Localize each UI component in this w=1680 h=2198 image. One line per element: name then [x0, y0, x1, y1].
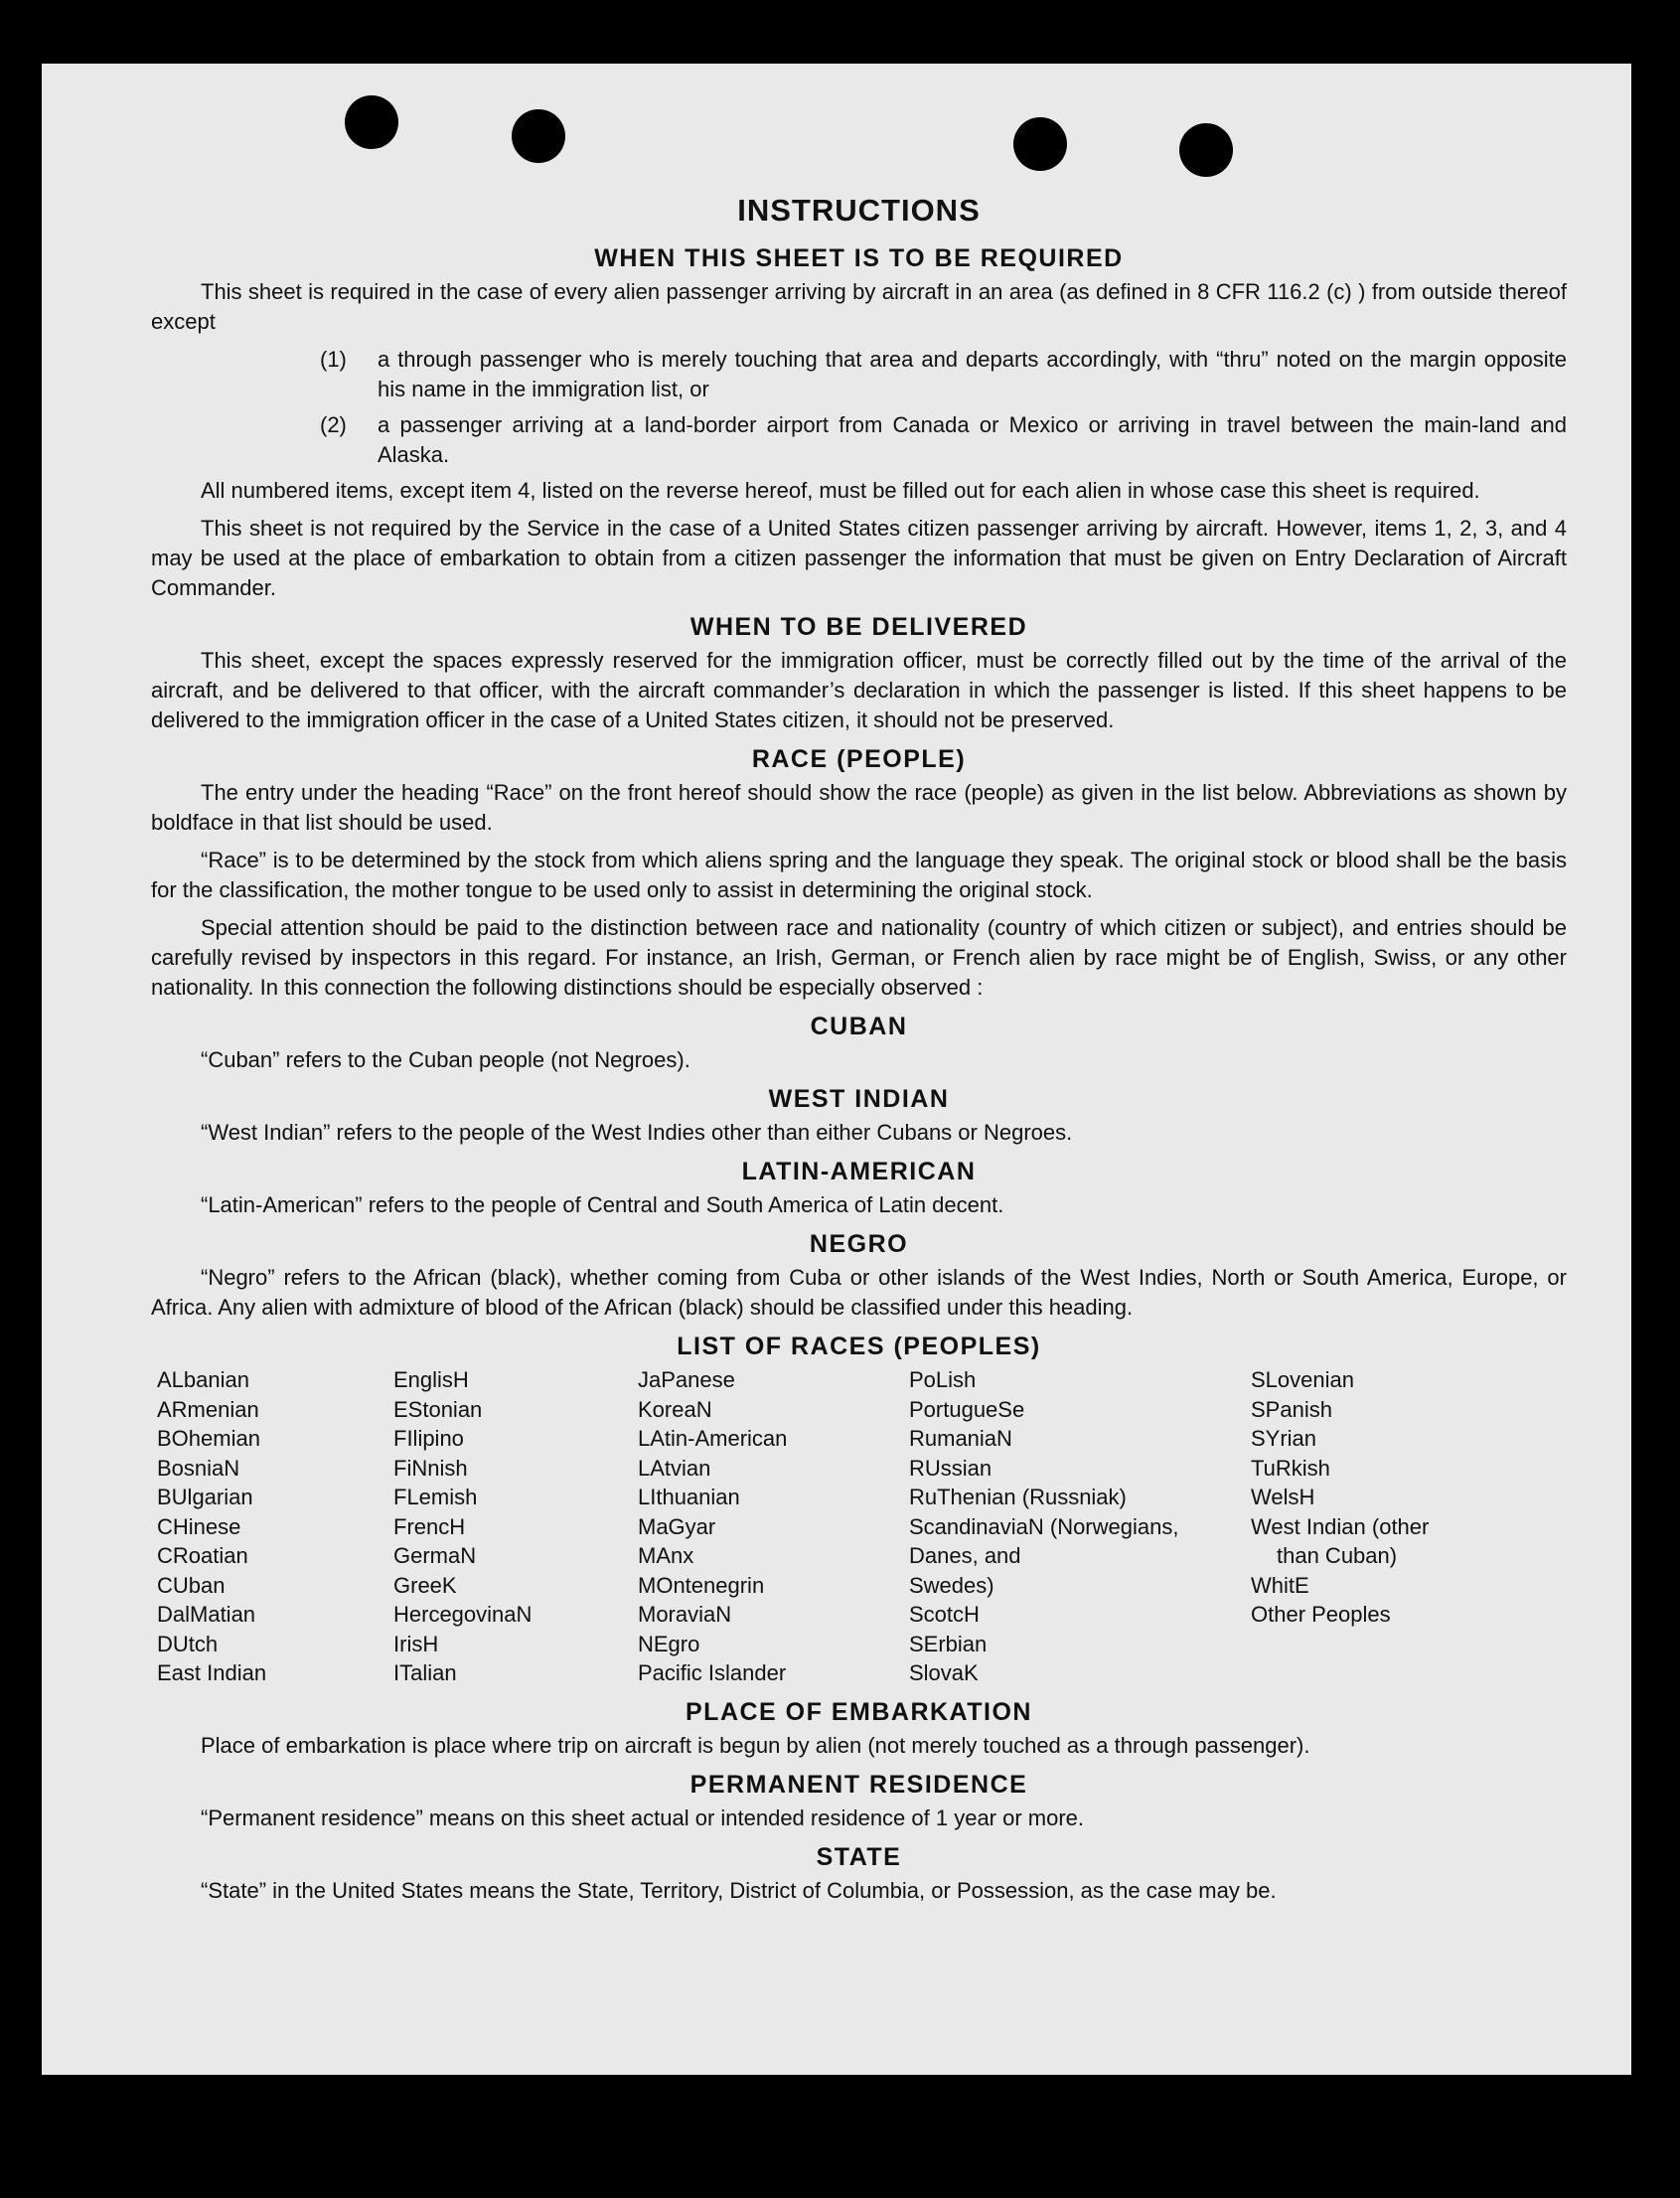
race-entry: West Indian (other — [1251, 1513, 1430, 1539]
exception-text: a passenger arriving at a land-border airport from Canada or Mexico or arriving in travel between the main-land and Alaska. — [378, 412, 1567, 467]
heading-list-of-races: LIST OF RACES (PEOPLES) — [677, 1333, 1041, 1360]
exception-item — [151, 345, 1567, 404]
paragraph: “Negro” refers to the African (black), whether coming from Cuba or other islands of the West Indies, North or South America, Europe, or Africa. Any alien with admixture of blood of the African (black) should be classified under this heading. — [151, 1265, 1567, 1320]
paragraph: This sheet is required in the case of every alien passenger arriving by aircraft in an area (as defined in 8 CFR 116.2 (c) ) from outside thereof except — [151, 279, 1567, 334]
race-entry: Pacific Islander — [638, 1660, 787, 1685]
race-entry: NEgro — [638, 1631, 700, 1656]
paragraph: “Race” is to be determined by the stock from which aliens spring and the language they speak. The original stock or blood shall be the basis for the classification, the mother tongue to be used only to assist in determining the original stock. — [151, 848, 1567, 902]
race-entry: than Cuban) — [1277, 1543, 1398, 1568]
paragraph: The entry under the heading “Race” on the front hereof should show the race (people) as given in the list below. Abbreviations as shown by boldface in that list should be used. — [151, 780, 1567, 835]
race-entry: JaPanese — [638, 1367, 735, 1392]
race-entry: MAnx — [638, 1543, 694, 1568]
race-entry: GermaN — [393, 1543, 477, 1568]
races-column — [638, 1365, 909, 1688]
race-entry: FLemish — [393, 1485, 478, 1509]
heading-negro: NEGRO — [809, 1230, 909, 1258]
paragraph: “Permanent residence” means on this sheet actual or intended residence of 1 year or more. — [201, 1805, 1085, 1830]
punch-hole — [345, 95, 398, 149]
race-entry: HercegovinaN — [393, 1602, 533, 1627]
race-entry: Danes, and — [909, 1543, 1021, 1568]
race-entry: ScandinaviaN (Norwegians, — [909, 1513, 1179, 1539]
race-entry: GreeK — [393, 1572, 457, 1598]
race-entry: ALbanian — [157, 1367, 249, 1392]
race-entry: RumaniaN — [909, 1426, 1012, 1451]
exception-item — [151, 410, 1567, 470]
race-entry: TuRkish — [1251, 1455, 1330, 1481]
race-entry: SlovaK — [909, 1660, 979, 1685]
exception-number: (2) — [320, 412, 347, 437]
document-sheet — [42, 64, 1631, 2075]
heading-state: STATE — [816, 1842, 902, 1871]
paragraph: Special attention should be paid to the distinction between race and nationality (country of which citizen or subject), and entries should be carefully revised by inspectors in this regard. For instance, an Irish, German, or French alien by race might be of English, Swiss, or any other nationality. In this connection the following distinctions should be especially observed : — [151, 915, 1567, 1000]
heading-place-of-embarkation: PLACE OF EMBARKATION — [686, 1697, 1032, 1726]
races-list — [151, 1365, 1567, 1688]
paragraph: “Latin-American” refers to the people of Central and South America of Latin decent. — [201, 1192, 1004, 1217]
race-entry: MoraviaN — [638, 1602, 732, 1627]
race-entry: FIlipino — [393, 1426, 464, 1451]
race-entry: WhitE — [1251, 1572, 1309, 1598]
race-entry: SPanish — [1251, 1396, 1332, 1422]
races-column — [393, 1365, 638, 1688]
race-entry: East Indian — [157, 1660, 267, 1685]
heading-when-required: WHEN THIS SHEET IS TO BE REQUIRED — [594, 244, 1124, 272]
race-entry: DUtch — [157, 1631, 219, 1656]
paragraph: “Cuban” refers to the Cuban people (not Negroes). — [201, 1047, 690, 1072]
race-entry: SErbian — [909, 1631, 988, 1656]
race-entry: MOntenegrin — [638, 1572, 765, 1598]
race-entry: LAtvian — [638, 1455, 711, 1481]
race-entry: BosniaN — [157, 1455, 240, 1481]
race-entry: RUssian — [909, 1455, 993, 1481]
race-entry: KoreaN — [638, 1396, 712, 1422]
race-entry: PoLish — [909, 1367, 977, 1392]
race-entry: CRoatian — [157, 1543, 248, 1568]
race-entry: LAtin-American — [638, 1426, 788, 1451]
punch-hole — [512, 109, 565, 163]
race-entry: ScotcH — [909, 1602, 980, 1627]
race-entry: SYrian — [1251, 1426, 1317, 1451]
races-column — [909, 1365, 1251, 1688]
race-entry: DalMatian — [157, 1602, 256, 1627]
punch-hole — [1013, 117, 1067, 171]
race-entry: Swedes) — [909, 1572, 994, 1598]
heading-west-indian: WEST INDIAN — [768, 1085, 950, 1113]
race-entry: FiNnish — [393, 1455, 468, 1481]
race-entry: EStonian — [393, 1396, 483, 1422]
paragraph: All numbered items, except item 4, listed on the reverse hereof, must be filled out for each alien in whose case this sheet is required. — [201, 478, 1480, 503]
races-column — [157, 1365, 393, 1688]
paragraph: This sheet is not required by the Service in the case of a United States citizen passenger arriving by aircraft. However, items 1, 2, 3, and 4 may be used at the place of embarkation to obtain from a citizen passenger the information that must be given on Entry Declaration of Aircraft Commander. — [151, 516, 1567, 600]
heading-cuban: CUBAN — [810, 1013, 908, 1040]
exception-number: (1) — [320, 347, 347, 372]
instructions-content — [151, 193, 1567, 1914]
heading-latin-american: LATIN-AMERICAN — [741, 1158, 977, 1185]
page-title: INSTRUCTIONS — [737, 193, 981, 228]
race-entry: IrisH — [393, 1631, 439, 1656]
race-entry: CUban — [157, 1572, 226, 1598]
heading-race: RACE (PEOPLE) — [751, 745, 967, 773]
race-entry: PortugueSe — [909, 1396, 1025, 1422]
race-entry: SLovenian — [1251, 1367, 1354, 1392]
race-entry: RuThenian (Russniak) — [909, 1485, 1127, 1509]
race-entry: CHinese — [157, 1513, 241, 1539]
races-column — [1251, 1365, 1529, 1688]
paragraph: This sheet, except the spaces expressly reserved for the immigration officer, must be correctly filled out by the time of the arrival of the aircraft, and be delivered to that officer, with the aircraft commander’s declaration in which the passenger is listed. If this sheet happens to be delivered to the immigration officer in the case of a United States citizen, it should not be preserved. — [151, 648, 1567, 732]
race-entry: MaGyar — [638, 1513, 716, 1539]
race-entry: FrencH — [393, 1513, 466, 1539]
heading-when-delivered: WHEN TO BE DELIVERED — [689, 613, 1028, 641]
race-entry: BOhemian — [157, 1426, 260, 1451]
heading-permanent-residence: PERMANENT RESIDENCE — [689, 1770, 1028, 1799]
race-entry: WelsH — [1251, 1485, 1315, 1509]
race-entry: ITalian — [393, 1660, 457, 1685]
race-entry: EnglisH — [393, 1367, 469, 1392]
exception-text: a through passenger who is merely touching that area and departs accordingly, with “thru” noted on the margin opposite his name in the immigration list, or — [378, 347, 1567, 401]
race-entry: Other Peoples — [1251, 1602, 1391, 1627]
paragraph: Place of embarkation is place where trip on aircraft is begun by alien (not merely touched as a through passenger). — [201, 1732, 1310, 1758]
race-entry: ARmenian — [157, 1396, 259, 1422]
paragraph: “West Indian” refers to the people of the West Indies other than either Cubans or Negroes. — [201, 1120, 1073, 1145]
punch-hole — [1179, 123, 1233, 177]
race-entry: BUlgarian — [157, 1485, 253, 1509]
paragraph: “State” in the United States means the State, Territory, District of Columbia, or Possession, as the case may be. — [201, 1877, 1277, 1903]
race-entry: LIthuanian — [638, 1485, 740, 1509]
